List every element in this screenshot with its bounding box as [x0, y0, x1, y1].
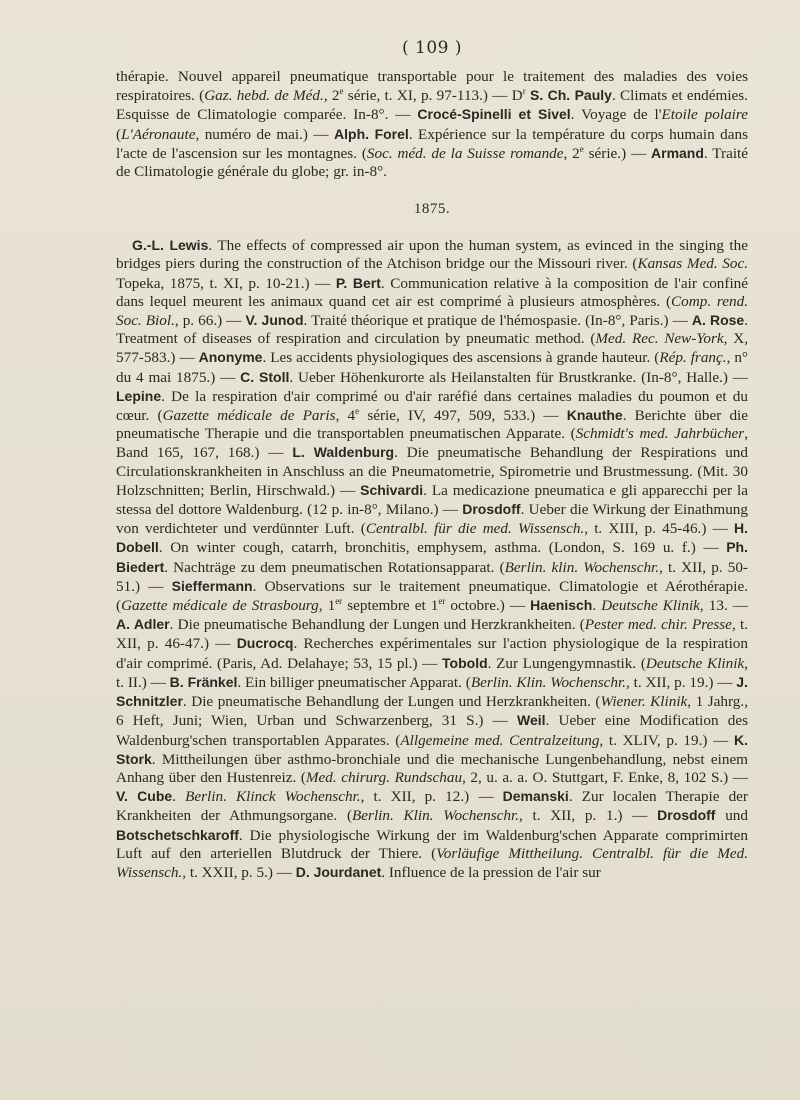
- author-name: K. Stork: [116, 731, 748, 767]
- text-run: . Mittheilungen über asthmo-bronchiale und die mechanische Lungenbehandlung, nebst einem Anhang über den Hustenreiz. (: [116, 750, 748, 786]
- text-run: . Ueber Höhenkurorte als Heilanstalten für Brustkranke. (In-8°, Halle.) —: [289, 368, 748, 386]
- text-run: , Band 165, 167, 168.) —: [116, 425, 748, 462]
- source-title: Rép. franç.: [659, 349, 727, 367]
- author-name: G.-L. Lewis: [132, 237, 209, 254]
- text-run: , 13. —: [699, 597, 749, 615]
- author-name: Botschetschkaroff: [116, 826, 239, 843]
- text-run: . Observations sur le traitement pneumatique. Climatologie et Aérothérapie. (: [116, 577, 748, 615]
- text-run: . On winter cough, catarrh, bronchitis, emphysem, asthma. (London, S. 169 u. f.) —: [158, 539, 727, 557]
- author-name: Drosdoff: [657, 807, 716, 824]
- author-name: A. Rose: [691, 312, 745, 329]
- author-name: Anonyme: [198, 349, 263, 366]
- text-run: . Die pneumatische Behandlung der Lungen und Herzkrankheiten. (: [169, 616, 585, 634]
- source-title: Berlin. Klinck Wochenschr.: [185, 788, 361, 806]
- source-title: Comp. rend. Soc. Biol.: [116, 292, 748, 330]
- text-run: , t. XII, p. 46-47.) —: [116, 616, 748, 653]
- text-run: , n° du 4 mai 1875.) —: [116, 349, 749, 386]
- source-title: Allgemeine med. Centralzeitung: [400, 731, 600, 749]
- source-title: Pester med. chir. Presse: [584, 616, 732, 634]
- text-run: , 2, u. a. a. O. Stuttgart, F. Enke, 8, 102 S.) —: [462, 768, 748, 786]
- text-run: . Nachträge zu dem pneumatischen Rotationsapparat. (: [164, 558, 505, 576]
- source-title: Gazette médicale de Paris: [162, 407, 336, 425]
- text-run: . Zur Lungengymnastik. (: [487, 654, 646, 672]
- source-title: Med. chirurg. Rundschau: [305, 768, 463, 786]
- author-name: V. Cube: [116, 788, 173, 805]
- author-name: Schivardi: [360, 481, 424, 498]
- text-run: . Die pneumatische Behandlung der Respirations und Circulationskrankheiten in Anschluss an die Pneumatometrie, Spirometrie und Brustmessung. (Mit. 30 Holzschnitten; Berlin, Hirschwald.) —: [116, 444, 748, 499]
- source-title: Gaz. hebd. de Méd.: [204, 87, 324, 105]
- text-run: , 2: [323, 87, 340, 105]
- superscript: r: [522, 86, 526, 97]
- text-run: , t. XII, p. 1.) —: [519, 807, 658, 825]
- author-name: Sieffermann: [171, 577, 253, 594]
- source-title: Gazette médicale de Strasbourg: [121, 597, 319, 615]
- author-name: Armand: [651, 144, 704, 161]
- author-name: A. Adler: [116, 616, 170, 633]
- source-title: Deutsche Klinik: [645, 654, 745, 672]
- author-name: Ph. Biedert: [116, 539, 748, 575]
- text-run: . Ueber eine Modification des Waldenburg'schen transportablen Apparates. (: [116, 712, 748, 749]
- text-run: (: [116, 125, 122, 143]
- text-run: . Recherches expérimentales sur l'action physiologique de la respiration d'air comprimé. (Paris, Ad. Delahaye; 53, 15 pl.) —: [116, 635, 748, 672]
- author-name: S. Ch. Pauly: [530, 87, 612, 104]
- paragraph-1875-bibliography: [116, 236, 748, 882]
- author-name: Tobold: [442, 654, 488, 671]
- text-run: , 2: [563, 144, 580, 162]
- text-run: . Expérience sur la température du corps humain dans l'acte de l'ascension sur les montagnes. (: [116, 125, 748, 162]
- source-title: Berlin. Klin. Wochenschr.: [470, 673, 626, 691]
- text-run: , t. XII, p. 50-51.) —: [116, 558, 748, 595]
- page-number: ( 109 ): [401, 38, 463, 58]
- source-title: Wiener. Klinik: [600, 693, 688, 711]
- author-name: Crocé-Spinelli et Sivel: [417, 106, 571, 123]
- text-run: .: [592, 597, 602, 615]
- text-run: , t. XII, p. 12.) —: [360, 788, 503, 806]
- source-title: Kansas Med. Soc.: [637, 255, 748, 273]
- text-run: . De la respiration d'air comprimé ou d'air raréfié dans certaines maladies du poumon et du cœur. (: [116, 387, 748, 425]
- text-run: série, IV, 497, 509, 533.) —: [359, 407, 567, 425]
- source-title: L'Aéronaute: [121, 125, 196, 143]
- text-run: , t. XIII, p. 45-46.) —: [584, 520, 734, 538]
- source-title: Med. Rec. New-York: [595, 330, 724, 348]
- text-run: . Voyage de l': [570, 106, 662, 124]
- text-run: , t. XLIV, p. 19.) —: [599, 731, 734, 749]
- author-name: J. Schnitzler: [116, 673, 748, 710]
- year-heading: 1875.: [413, 201, 451, 218]
- author-name: Lepine: [116, 387, 162, 404]
- paragraph-continuation: [116, 68, 748, 181]
- source-title: Centralbl. für die med. Wissensch.: [365, 520, 585, 538]
- superscript: e: [579, 143, 584, 154]
- source-title: Soc. méd. de la Suisse romande: [366, 144, 564, 162]
- author-name: C. Stoll: [240, 368, 290, 385]
- source-title: Vorläufige Mittheilung. Centralbl. für die Med. Wissensch.: [116, 844, 748, 881]
- superscript: e: [339, 86, 344, 97]
- text-run: .: [172, 788, 186, 806]
- text-run: . Treatment of diseases of respiration and circulation by pneumatic method. (: [116, 312, 748, 348]
- source-title: Deutsche Klinik: [601, 597, 700, 615]
- text-run: , 1 Jahrg., 6 Heft, Juni; Wien, Urban und Schwarzenberg, 31 S.) —: [116, 693, 748, 730]
- source-title: Etoile polaire: [661, 106, 748, 124]
- text-run: . Traité théorique et pratique de l'hémospasie. (In-8°, Paris.) —: [303, 312, 692, 330]
- author-name: Alph. Forel: [334, 125, 409, 142]
- text-run: . La medicazione pneumatica e gli apparecchi per la stessa del dottore Waldenburg. (12 p. in-8°, Milano.) —: [116, 481, 748, 519]
- author-name: P. Bert: [335, 274, 381, 291]
- text-run: . Communication relative à la composition de l'air confiné dans lequel meurent les animaux quand cet air est comprimé à plusieurs atmosphères. (: [116, 274, 748, 310]
- author-name: Haenisch: [530, 597, 593, 614]
- author-name: V. Junod: [245, 312, 304, 329]
- author-name: Demanski: [502, 788, 569, 805]
- source-title: Berlin. Klin. Wochenschr.: [352, 807, 519, 825]
- text-run: thérapie. Nouvel appareil pneumatique transportable pour le traitement des maladies des voies respiratoires. (: [116, 68, 748, 105]
- text-run: Topeka, 1875, t. XI, p. 10-21.) —: [116, 274, 336, 292]
- author-name: B. Fränkel: [169, 673, 238, 690]
- source-title: Berlin. klin. Wochenschr.: [504, 558, 660, 576]
- text-run: série, t. XI, p. 97-113.) — D: [343, 87, 523, 105]
- text-run: . Ein billiger pneumatischer Apparat. (: [237, 673, 471, 691]
- text-run: und: [715, 807, 748, 825]
- text-run: . Die physiologische Wirkung der im Waldenburg'schen Apparate comprimirten Luft auf den arteriellen Blutdruck der Thiere. (: [116, 826, 748, 862]
- author-name: Ducrocq: [236, 635, 294, 652]
- author-name: Knauthe: [566, 407, 623, 424]
- text-run: , numéro de mai.) —: [195, 125, 335, 143]
- author-name: H. Dobell: [116, 520, 748, 556]
- text-run: octobre.) —: [445, 597, 531, 615]
- text-run: . Traité de Climatologie générale du globe; gr. in-8°.: [116, 144, 749, 181]
- text-run: . Climats et endémies. Esquisse de Climatologie comparée. In-8°. —: [116, 87, 748, 124]
- text-run: série.) —: [583, 144, 652, 162]
- text-run: . Berichte über die pneumatische Therapie und die transportablen pneumatischen Apparate. (: [116, 407, 749, 443]
- text-run: . Ueber die Wirkung der Einathmung von verdichteter und verdünnter Luft. (: [116, 501, 748, 538]
- text-run: , X, 577-583.) —: [116, 330, 749, 367]
- text-run: . Die pneumatische Behandlung der Lungen und Herzkrankheiten. (: [182, 693, 601, 711]
- text-run: , t. II.) —: [116, 654, 748, 691]
- text-run: . Les accidents physiologiques des ascensions à grande hauteur. (: [262, 349, 660, 367]
- author-name: Weil: [517, 712, 546, 729]
- source-title: Schmidt's med. Jahrbücher: [575, 425, 745, 443]
- text-run: . Zur localen Therapie der Krankheiten der Athmungsorgane. (: [116, 788, 748, 825]
- text-run: , t. XXII, p. 5.) —: [182, 863, 296, 881]
- superscript: er: [335, 596, 343, 607]
- author-name: Drosdoff: [462, 501, 521, 518]
- superscript: e: [355, 405, 360, 416]
- text-run: septembre et 1: [342, 597, 439, 615]
- text-run: , p. 66.) —: [174, 312, 246, 330]
- text-run: , 4: [335, 407, 356, 425]
- author-name: D. Jourdanet: [295, 863, 382, 880]
- text-run: , t. XII, p. 19.) —: [625, 673, 737, 691]
- text-run: , 1: [318, 597, 336, 615]
- text-run: . The effects of compressed air upon the human system, as evinced in the singing the bridges piers during the construction of the Atchison bridge our the Missouri river. (: [116, 237, 748, 273]
- text-run: . Influence de la pression de l'air sur: [381, 863, 601, 881]
- author-name: L. Waldenburg: [292, 444, 395, 461]
- superscript: er: [438, 596, 446, 607]
